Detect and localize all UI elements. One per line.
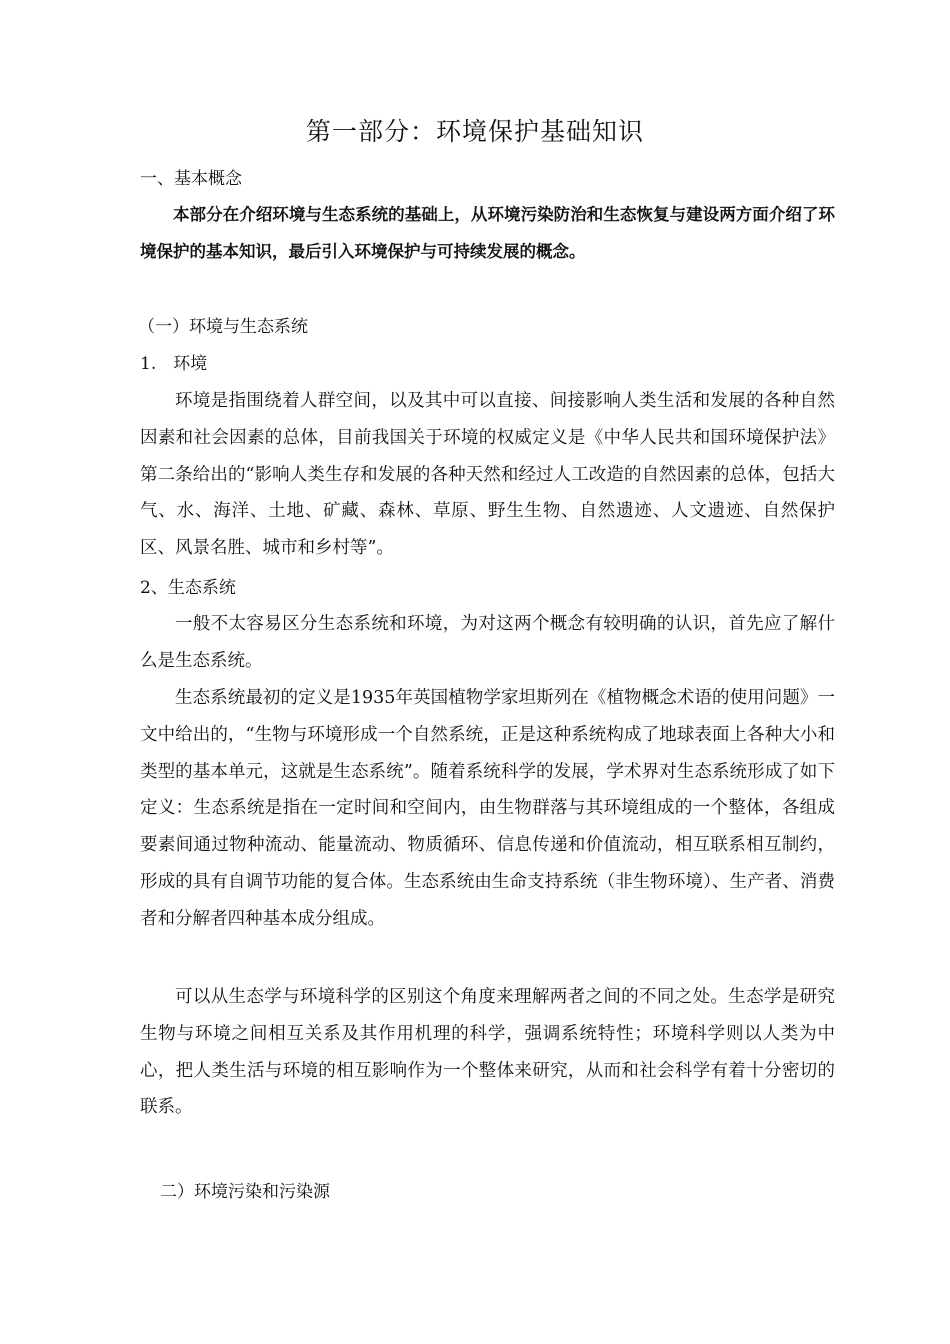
item-heading-environment: 1. 环境	[140, 354, 208, 374]
ecosystem-paragraph-1: 一般不太容易区分生态系统和环境，为对这两个概念有较明确的认识，首先应了解什么是生态系统。	[140, 614, 835, 671]
item-heading-ecosystem: 2、生态系统	[140, 578, 236, 598]
environment-paragraph: 环境是指围绕着人群空间，以及其中可以直接、间接影响人类生活和发展的各种自然因素和社会因素的总体，目前我国关于环境的权威定义是《中华人民共和国环境保护法》第二条给出的“影响人类生存和发展的各种天然和经过人工改造的自然因素的总体，包括大气、水、海洋、土地、矿藏、森林、草原、野生生物、自然遗迹、人文遗迹、自然保护区、风景名胜、城市和乡村等”。	[140, 391, 835, 559]
intro-paragraph: 本部分在介绍环境与生态系统的基础上，从环境污染防治和生态恢复与建设两方面介绍了环境保护的基本知识，最后引入环境保护与可持续发展的概念。	[140, 205, 835, 261]
section-heading-basic-concepts: 一、基本概念	[140, 169, 242, 189]
page-title: 第一部分：环境保护基础知识	[305, 117, 644, 146]
subsection-heading-environment-ecosystem: （一）环境与生态系统	[138, 317, 308, 337]
ecosystem-paragraph-3: 可以从生态学与环境科学的区别这个角度来理解两者之间的不同之处。生态学是研究生物与环境之间相互关系及其作用机理的科学，强调系统特性；环境科学则以人类为中心，把人类生活与环境的相互影响作为一个整体来研究，从而和社会科学有着十分密切的联系。	[140, 987, 835, 1118]
subsection-heading-pollution: 二）环境污染和污染源	[160, 1182, 330, 1202]
ecosystem-paragraph-2: 生态系统最初的定义是1935年英国植物学家坦斯列在《植物概念术语的使用问题》一文中给出的，“生物与环境形成一个自然系统，正是这种系统构成了地球表面上各种大小和类型的基本单元，这就是生态系统”。随着系统科学的发展，学术界对生态系统形成了如下定义：生态系统是指在一定时间和空间内，由生物群落与其环境组成的一个整体，各组成要素间通过物种流动、能量流动、物质循环、信息传递和价值流动，相互联系相互制约，形成的具有自调节功能的复合体。生态系统由生命支持系统（非生物环境）、生产者、消费者和分解者四种基本成分组成。	[140, 688, 835, 929]
